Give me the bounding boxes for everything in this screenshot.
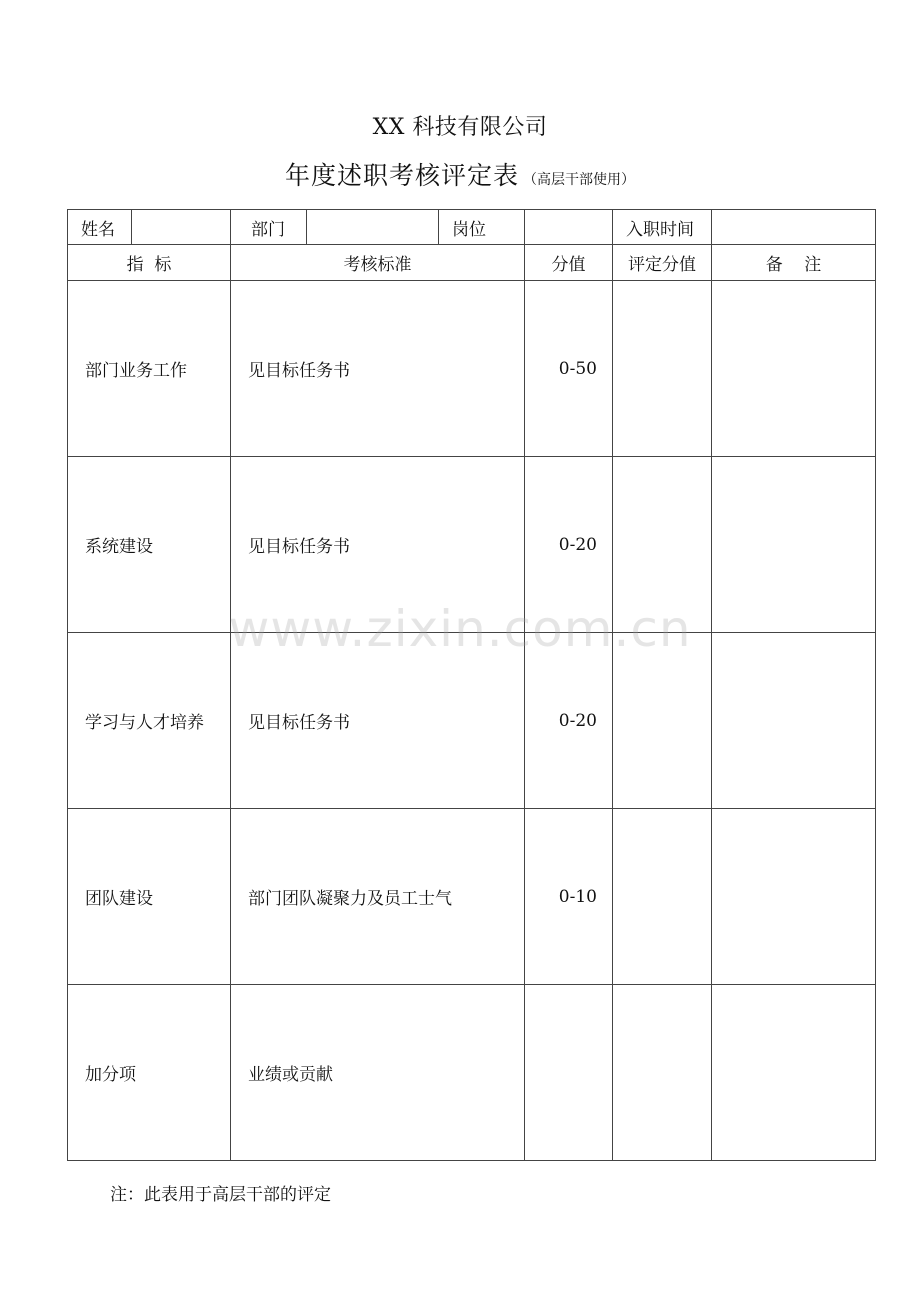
form-title-sub: （高层干部使用） [523,172,635,188]
col-header-remarks: 备 注 [712,245,876,281]
row-score-range [525,985,613,1161]
row-remarks-cell[interactable] [712,809,876,985]
name-value-cell[interactable] [132,210,231,245]
row-standard: 见目标任务书 [231,633,525,809]
row-remarks-cell[interactable] [712,985,876,1161]
company-name: XX 科技有限公司 [372,115,548,140]
hire-date-label: 入职时间 [613,210,712,245]
row-standard: 部门团队凝聚力及员工士气 [231,809,525,985]
row-indicator: 系统建设 [68,457,231,633]
table-row [68,809,876,985]
name-label: 姓名 [68,210,132,245]
row-score-range: 0-20 [525,633,613,809]
row-indicator: 学习与人才培养 [68,633,231,809]
row-indicator: 加分项 [68,985,231,1161]
row-score-range: 0-50 [525,281,613,457]
table-row [68,633,876,809]
dept-value-cell[interactable] [307,210,439,245]
row-indicator: 部门业务工作 [68,281,231,457]
row-standard: 业绩或贡献 [231,985,525,1161]
post-label: 岗位 [439,210,525,245]
table-row [68,457,876,633]
row-score-range: 0-20 [525,457,613,633]
row-standard: 见目标任务书 [231,457,525,633]
col-header-rated-score: 评定分值 [613,245,712,281]
table-row [68,281,876,457]
row-rated-score-cell[interactable] [613,281,712,457]
row-standard: 见目标任务书 [231,281,525,457]
row-rated-score-cell[interactable] [613,633,712,809]
table-row [68,985,876,1161]
post-value-cell[interactable] [525,210,613,245]
form-title-main: 年度述职考核评定表 [284,161,519,190]
info-row [68,210,876,245]
row-rated-score-cell[interactable] [613,457,712,633]
form-title [0,156,920,192]
evaluation-table [67,209,876,1161]
row-indicator: 团队建设 [68,809,231,985]
row-remarks-cell[interactable] [712,633,876,809]
watermark: www.zixin.com.cn [228,600,692,658]
col-header-standard: 考核标准 [231,245,525,281]
col-header-score-range: 分值 [525,245,613,281]
row-remarks-cell[interactable] [712,457,876,633]
footnote: 注：此表用于高层干部的评定 [110,1185,331,1205]
row-remarks-cell[interactable] [712,281,876,457]
col-header-indicator: 指 标 [68,245,231,281]
row-rated-score-cell[interactable] [613,985,712,1161]
column-header-row [68,245,876,281]
dept-label: 部门 [231,210,307,245]
row-score-range: 0-10 [525,809,613,985]
hire-date-value-cell[interactable] [712,210,876,245]
row-rated-score-cell[interactable] [613,809,712,985]
